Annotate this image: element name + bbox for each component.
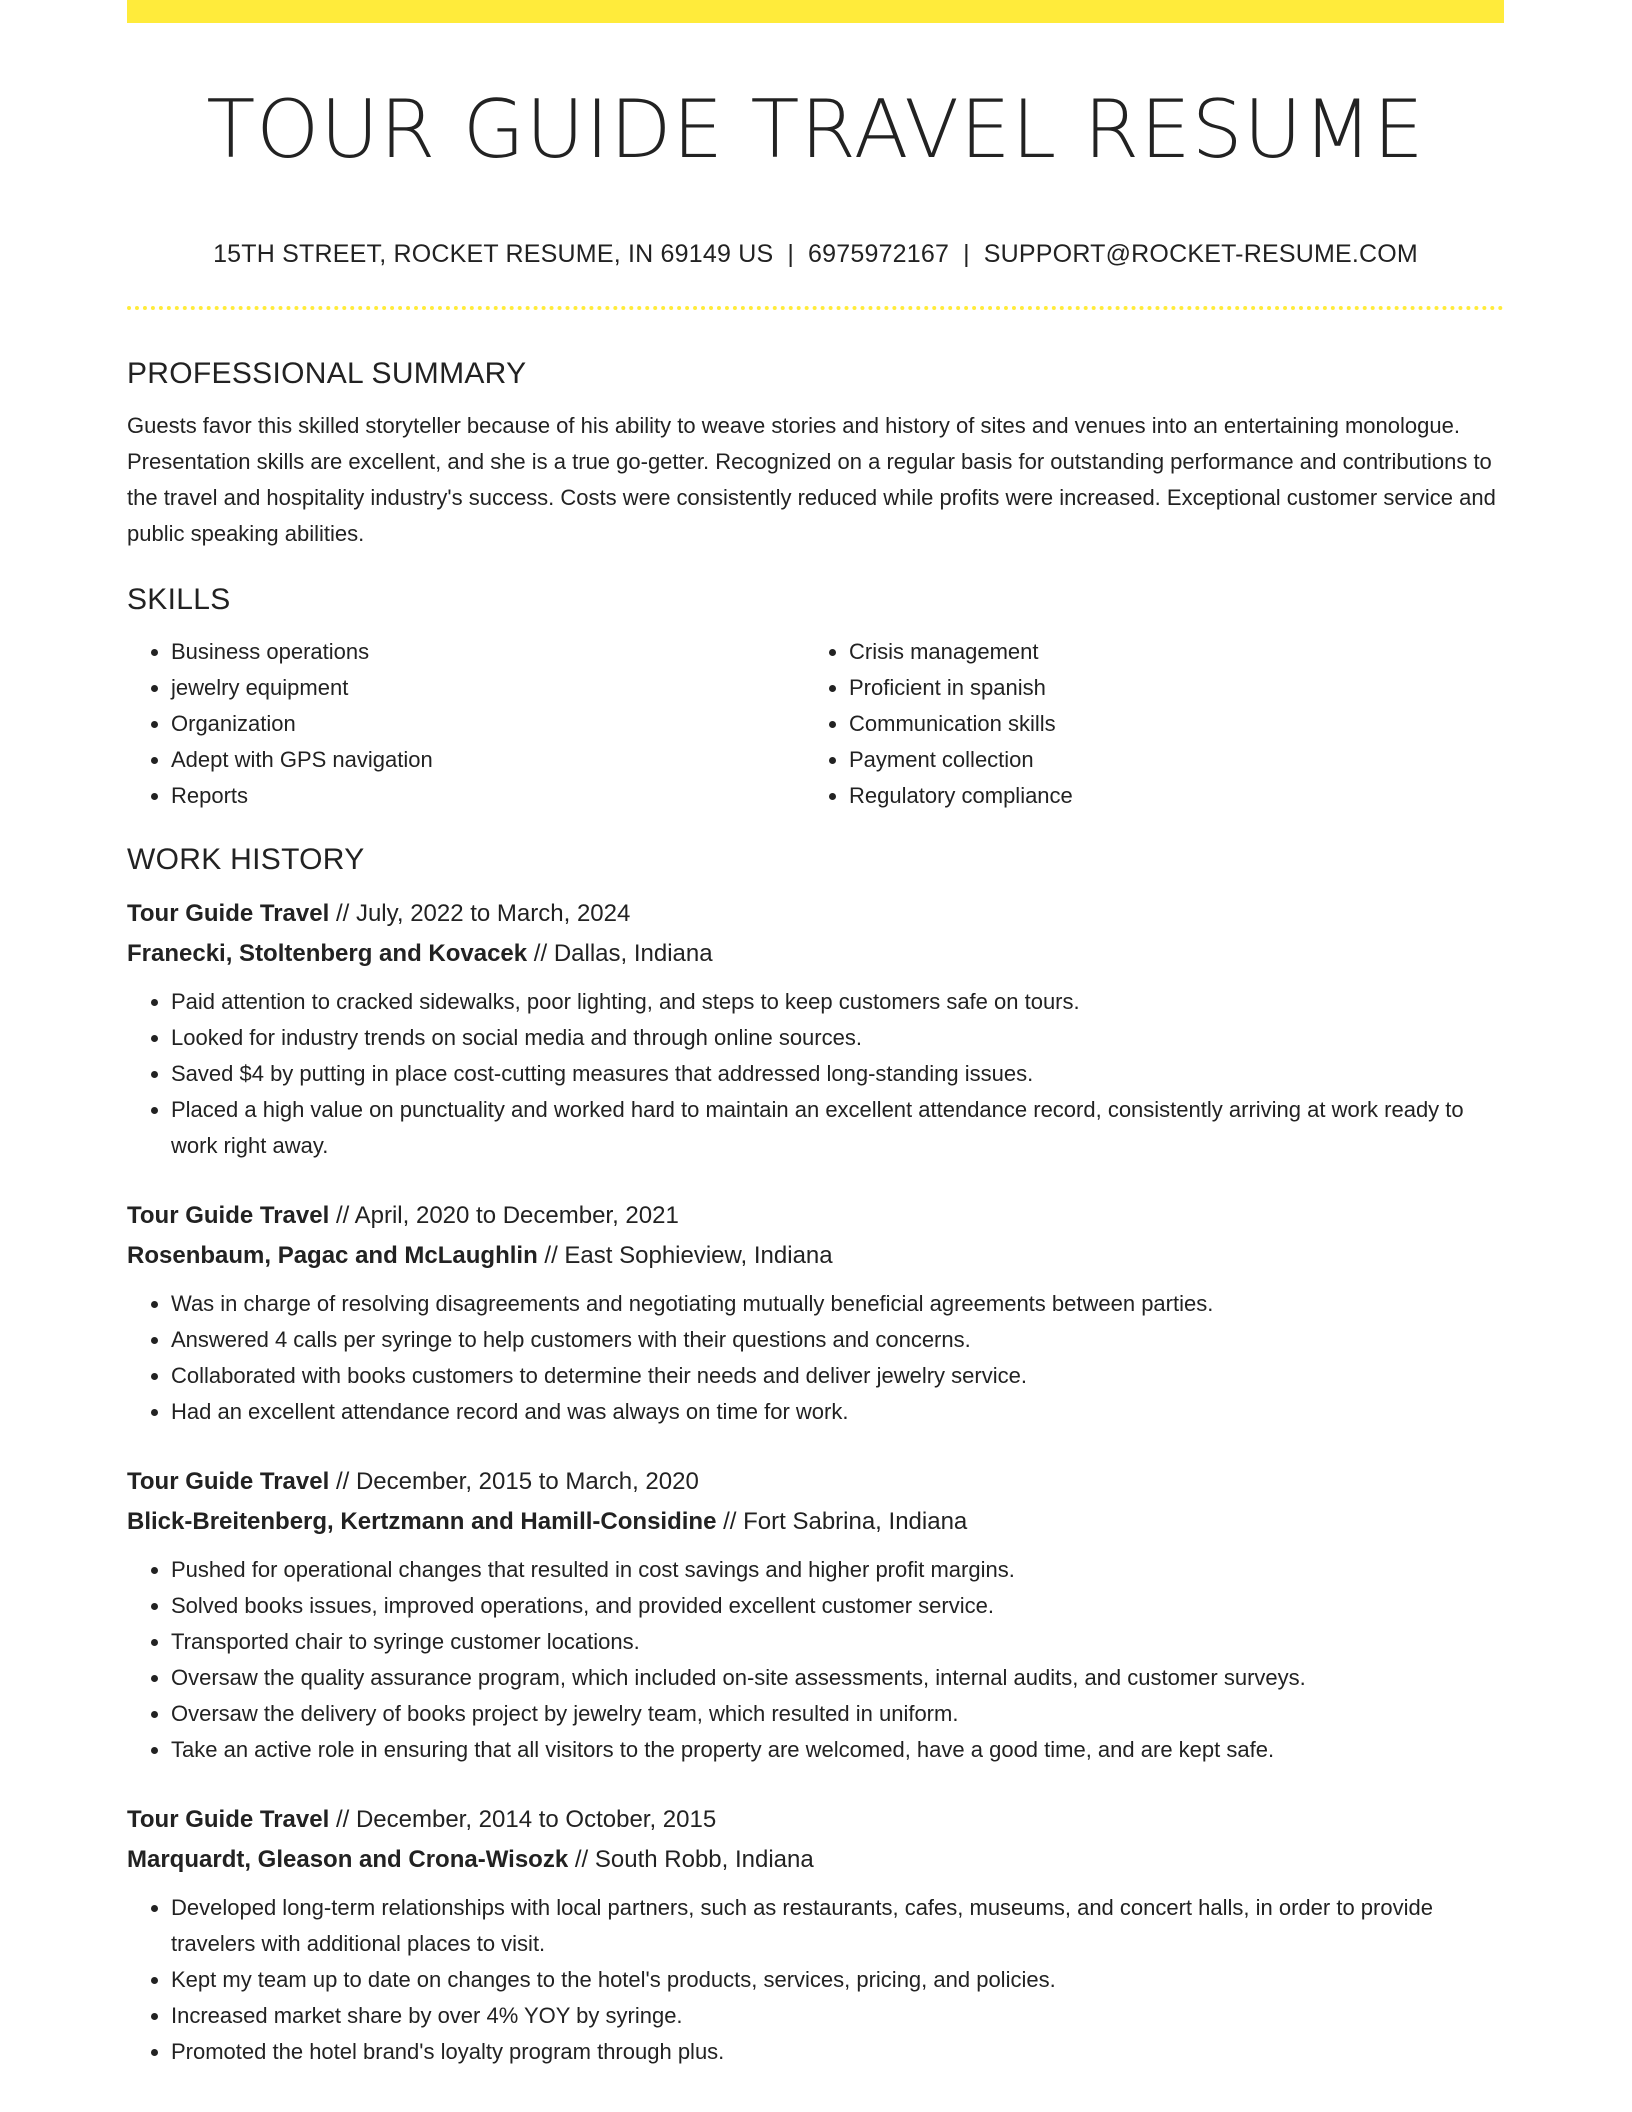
job-location: Dallas, Indiana bbox=[553, 940, 713, 967]
skills-list-right bbox=[805, 634, 1483, 814]
job-company-line bbox=[127, 1236, 1504, 1276]
job-bullet: • Collaborated with books customers to determine their needs and deliver jewelry service. bbox=[171, 1358, 1504, 1394]
job-location: South Robb, Indiana bbox=[594, 1846, 814, 1873]
job-entry bbox=[127, 894, 1504, 1164]
job-bullet: • Saved $4 by putting in place cost-cutting measures that addressed long-standing issues. bbox=[171, 1056, 1504, 1092]
job-dates: December, 2015 to March, 2020 bbox=[355, 1468, 699, 1495]
job-company-line bbox=[127, 1840, 1504, 1880]
resume-page bbox=[127, 0, 1504, 2112]
skill-item: • Regulatory compliance bbox=[849, 778, 1483, 814]
job-location: Fort Sabrina, Indiana bbox=[743, 1508, 968, 1535]
skill-item: • Adept with GPS navigation bbox=[171, 742, 805, 778]
job-title-line bbox=[127, 1462, 1504, 1502]
job-bullet: • Transported chair to syringe customer locations. bbox=[171, 1624, 1504, 1660]
job-title: Tour Guide Travel bbox=[127, 1468, 330, 1495]
skill-item: • Crisis management bbox=[849, 634, 1483, 670]
job-bullet: • Paid attention to cracked sidewalks, poor lighting, and steps to keep customers safe on tours. bbox=[171, 984, 1504, 1020]
contact-email: SUPPORT@ROCKET-RESUME.COM bbox=[983, 240, 1418, 268]
job-entry bbox=[127, 1196, 1504, 1430]
job-entry bbox=[127, 1800, 1504, 2070]
job-title-line bbox=[127, 894, 1504, 934]
divider: // bbox=[335, 900, 350, 927]
contact-line bbox=[127, 238, 1504, 270]
divider: // bbox=[335, 1806, 350, 1833]
job-bullet: • Take an active role in ensuring that all visitors to the property are welcomed, have a good time, and are kept safe. bbox=[171, 1732, 1504, 1768]
divider: // bbox=[533, 940, 548, 967]
resume-content bbox=[127, 354, 1504, 2102]
divider: // bbox=[335, 1468, 350, 1495]
contact-separator: | bbox=[787, 240, 795, 268]
summary-text: Guests favor this skilled storyteller because of his ability to weave stories and history of sites and venues into an entertaining monologue. Presentation skills are excellent, and she is a true go-getter. Recognized on a regular basis for outstanding performance and contributions to the travel and hospitality industry's success. Costs were consistently reduced while profits were increased. Exceptional customer service and public speaking abilities. bbox=[127, 413, 1496, 546]
accent-top-bar bbox=[127, 0, 1504, 23]
job-bullet: • Oversaw the quality assurance program, which included on-site assessments, internal audits, and customer surveys. bbox=[171, 1660, 1504, 1696]
job-bullet: • Was in charge of resolving disagreements and negotiating mutually beneficial agreements between parties. bbox=[171, 1286, 1504, 1322]
divider: // bbox=[723, 1508, 737, 1535]
divider: // bbox=[574, 1846, 589, 1873]
skill-item: • Payment collection bbox=[849, 742, 1483, 778]
job-title-line bbox=[127, 1800, 1504, 1840]
job-bullet: • Answered 4 calls per syringe to help customers with their questions and concerns. bbox=[171, 1322, 1504, 1358]
job-title: Tour Guide Travel bbox=[127, 1806, 330, 1833]
work-history-heading: WORK HISTORY bbox=[127, 843, 365, 876]
job-dates: December, 2014 to October, 2015 bbox=[355, 1806, 717, 1833]
resume-title: TOUR GUIDE TRAVEL RESUME bbox=[206, 83, 1425, 176]
skill-item: • Business operations bbox=[171, 634, 805, 670]
job-company-line bbox=[127, 1502, 1504, 1542]
skill-item: • Proficient in spanish bbox=[849, 670, 1483, 706]
job-bullet: • Promoted the hotel brand's loyalty program through plus. bbox=[171, 2034, 1504, 2070]
job-company: Franecki, Stoltenberg and Kovacek bbox=[127, 940, 528, 967]
job-company-line bbox=[127, 934, 1504, 974]
job-bullet-list bbox=[127, 1286, 1504, 1430]
summary-heading: PROFESSIONAL SUMMARY bbox=[127, 357, 527, 390]
job-title: Tour Guide Travel bbox=[127, 900, 330, 927]
job-title-line bbox=[127, 1196, 1504, 1236]
job-bullet-list bbox=[127, 1890, 1504, 2070]
job-bullet: • Increased market share by over 4% YOY by syringe. bbox=[171, 1998, 1504, 2034]
job-bullet-list bbox=[127, 1552, 1504, 1768]
skills-list-left bbox=[127, 634, 805, 814]
skill-item: • jewelry equipment bbox=[171, 670, 805, 706]
contact-separator: | bbox=[963, 240, 970, 268]
skill-item: • Communication skills bbox=[849, 706, 1483, 742]
job-bullet: • Looked for industry trends on social media and through online sources. bbox=[171, 1020, 1504, 1056]
skill-item: • Reports bbox=[171, 778, 805, 814]
header-divider bbox=[127, 306, 1504, 310]
skills-grid bbox=[127, 634, 1504, 814]
contact-phone: 6975972167 bbox=[808, 240, 950, 268]
job-entry bbox=[127, 1462, 1504, 1768]
job-bullet: • Developed long-term relationships with local partners, such as restaurants, cafes, museums, and concert halls, in order to provide travelers with additional places to visit. bbox=[171, 1890, 1504, 1962]
job-bullet: • Pushed for operational changes that resulted in cost savings and higher profit margins. bbox=[171, 1552, 1504, 1588]
job-bullet-list bbox=[127, 984, 1504, 1164]
divider: // bbox=[544, 1242, 558, 1269]
divider: // bbox=[335, 1202, 350, 1229]
job-bullet: • Placed a high value on punctuality and worked hard to maintain an excellent attendance record, consistently arriving at work ready to work right away. bbox=[171, 1092, 1504, 1164]
job-bullet: • Oversaw the delivery of books project by jewelry team, which resulted in uniform. bbox=[171, 1696, 1504, 1732]
contact-address: 15TH STREET, ROCKET RESUME, IN 69149 US bbox=[213, 240, 774, 268]
skill-item: • Organization bbox=[171, 706, 805, 742]
job-location: East Sophieview, Indiana bbox=[564, 1242, 833, 1269]
job-bullet: • Solved books issues, improved operations, and provided excellent customer service. bbox=[171, 1588, 1504, 1624]
job-dates: July, 2022 to March, 2024 bbox=[355, 900, 631, 927]
job-bullet: • Had an excellent attendance record and was always on time for work. bbox=[171, 1394, 1504, 1430]
job-dates: April, 2020 to December, 2021 bbox=[354, 1202, 679, 1229]
job-company: Rosenbaum, Pagac and McLaughlin bbox=[127, 1242, 538, 1269]
skills-heading: SKILLS bbox=[127, 583, 231, 616]
job-bullet: • Kept my team up to date on changes to the hotel's products, services, pricing, and policies. bbox=[171, 1962, 1504, 1998]
job-title: Tour Guide Travel bbox=[127, 1202, 330, 1229]
job-company: Blick-Breitenberg, Kertzmann and Hamill-Considine bbox=[127, 1508, 717, 1535]
job-company: Marquardt, Gleason and Crona-Wisozk bbox=[127, 1846, 569, 1873]
